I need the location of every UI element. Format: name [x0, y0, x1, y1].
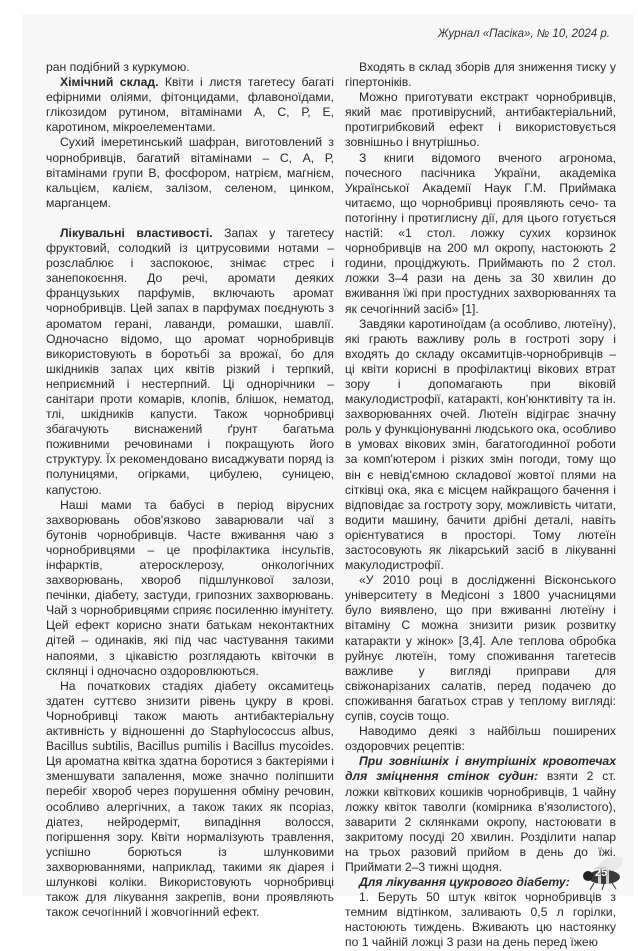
- paragraph: 1. Беруть 50 штук квіток чорнобривців з темним відтінком, заливають 0,5 л горілки, настоюють тиждень. Вживають цю настоянку по 1 чайній ложці 3 рази на день перед їжею: [345, 890, 616, 950]
- paragraph: Наші мами та бабусі в період вірусних захворювань обов'язково заварювали чаї з бутонів чорнобривців. Часте вживання чаю з чорнобривцями – це профілактика інсультів, інфарктів, атеросклерозу, онкологічних захворювань, хвороб підшлункової залози, печінки, діабету, застуди, грипозних захворювань. Чай з чорнобривцями сприяє посиленню імунітету. Цей ефект корисно знати батькам неконтактних дітей – одинаків, які під час частування такими напоями, з цікавістю розглядають квіточки в склянці і одночасно оздоровлюються.: [46, 497, 334, 678]
- paragraph: З книги відомого вченого агронома, почесного пасічника України, академіка Української Академії Наук Г.М. Приймака читаємо, що чорнобривці проявляють сечо- та потогінну і протиглисну дії, для цього готується настій: «1 стол. ложку сухих корзинок чорнобривців на 200 мл окропу, настоюють 2 години, проціджують. Приймають по 2 стол. ложки 3–4 рази на день за 30 хвилин до вживання їжі при простудних захворюваннях та як сечогінний засіб» [1].: [345, 150, 616, 316]
- paragraph: Лікувальні властивості. Запах у тагетесу фруктовий, солодкий із цитрусовими нотами – розслаблює і заспокоює, знімає стрес і занепокоєння. До речі, аромати деяких французьких парфумів, включають аромат чорнобривців. Цей запах в парфумах поєднують з ароматом герані, лаванди, ромашки, шавлії. Одночасно відомо, що аромат чорнобривців використовують в боротьбі за врожаї, бо для шкідників запах цих квітів різкий і терпкий, неприємний і нестерпний. Ці однорічники – санітари проти комарів, клопів, блішок, нематод, тлі, шкідників капусти. Також чорнобривці збагачують виснажений ґрунт багатьма поживними речовинами і покращують його структуру. Їх рекомендовано висаджувати поряд із полуницями, огірками, цибулею, суницею, капустою.: [46, 225, 334, 497]
- paragraph: ран подібний з куркумою.: [46, 60, 190, 74]
- paragraph: На початкових стадіях діабету оксамитець здатен суттєво знизити рівень цукру в крові. Чорнобривці також мають антибактеріальну активність у відношенні до Staphylococcus albus, Bacillus subtilis, Bacillus pumilis і Bacillus mycoides. Ця ароматна квітка здатна боротися з бактеріями і зменшувати запалення, може значно поліпшити перебіг хвороб через порушення обміну речовин, особливо алергічних, а також таких як псоріаз, діатез, нейродерміт, випадіння волосся, погіршення зору. Квіти нормалізують травлення, успішно борються із шлунковими захворюваннями, наприклад, такими як діарея і шлункові коліки. Використовують чорнобривці також для лікування закрепів, вони проявляють також сечогінний і жовчогінний ефект.: [46, 678, 334, 920]
- paragraph: Хімічний склад. Квіти і листя тагетесу багаті ефірними оліями, фітонцидами, флавоноїдами, глікозидом рутином, вітамінами А, С, Р, Е, каротином, мікроелементами.: [46, 75, 334, 135]
- section-heading-medicinal: Лікувальні властивості.: [60, 225, 213, 240]
- recipe-heading-bleeding: При зовнішніх і внутрішніх кровотечах для зміцнення стінок судин:: [345, 754, 616, 784]
- journal-page: [22, 14, 634, 950]
- right-column: [345, 60, 616, 951]
- paragraph: При зовнішніх і внутрішніх кровотечах для зміцнення стінок судин: взяти 2 ст. ложки квіткових кошиків чорнобривців, 1 чайну ложку квіток таволги (комірника в'язолистого), заварити 2 склянками окропу, настоювати в закритому посуді 20 хвилин. Розділити напар на трьох разовий прийом в день до їжі. Приймати 2–3 тижні щодня.: [345, 754, 616, 874]
- paragraph: «У 2010 році в дослідженні Вісконського університету в Медісоні з 1800 учасницями було виявлено, що при вживанні лютеїну і вітаміну С можна знизити ризик розвитку катаракти у жінок» [3,4]. Але теплова обробка руйнує лютеїн, тому споживання тагетесів важливе у вигляді приправи для свіжонарізаних салатів, перед подачею до споживання багатьох страв у теплому вигляді: супів, соусів тощо.: [345, 573, 616, 724]
- recipe-heading-diabetes: Для лікування цукрового діабету:: [359, 875, 570, 890]
- section-heading-chemical: Хімічний склад.: [60, 75, 159, 90]
- paragraph: [345, 875, 616, 890]
- paragraph: Можно приготувати екстракт чорнобривців, який має противірусний, антибактеріальний, протигрибковий ефект і використовується зовнішньо і внутрішньо.: [345, 90, 616, 150]
- journal-header: Журнал «Пасіка», № 10, 2024 р.: [437, 28, 610, 40]
- paragraph: Входять в склад зборів для зниження тиску у гіпертоніків.: [345, 60, 616, 90]
- page-number: 25: [595, 867, 608, 879]
- paragraph: Наводимо деякі з найбільш поширених оздоровчих рецептів:: [345, 724, 616, 754]
- paragraph: Сухий імеретинський шафран, виготовлений з чорнобривців, багатий вітамінами – С, А, Р, вітамінами групи В, фосфором, натрієм, магнієм, кальцієм, калієм, залізом, селеном, цинком, марганцем.: [46, 135, 334, 210]
- paragraph: Завдяки каротиноїдам (а особливо, лютеїну), які грають важливу роль в гостроті зору і входять до складу оксамитців-чорнобривців – ці квіти корисні в профілактиці вікових втрат зору і допомагають при віковій макулодистрофії, катаракті, кон'юнктивіту та ін. захворюваннях очей. Лютеїн відіграє значну роль у функціонуванні людського ока, особливо в умовах вікових змін, багатогодинної роботи за комп'ютером і різких змін погоди, тому що він є невід'ємною складової жовтої плями на сітківці ока, яка є місцем найкращого бачення і відповідає за гостроту зору, можливість читати, водити машину, бачити дрібні деталі, навіть орієнтуватися в просторі. Тому лютеїн застосовують як лікарський засіб в лікуванні макулодистрофії.: [345, 316, 616, 573]
- left-column: [46, 60, 334, 920]
